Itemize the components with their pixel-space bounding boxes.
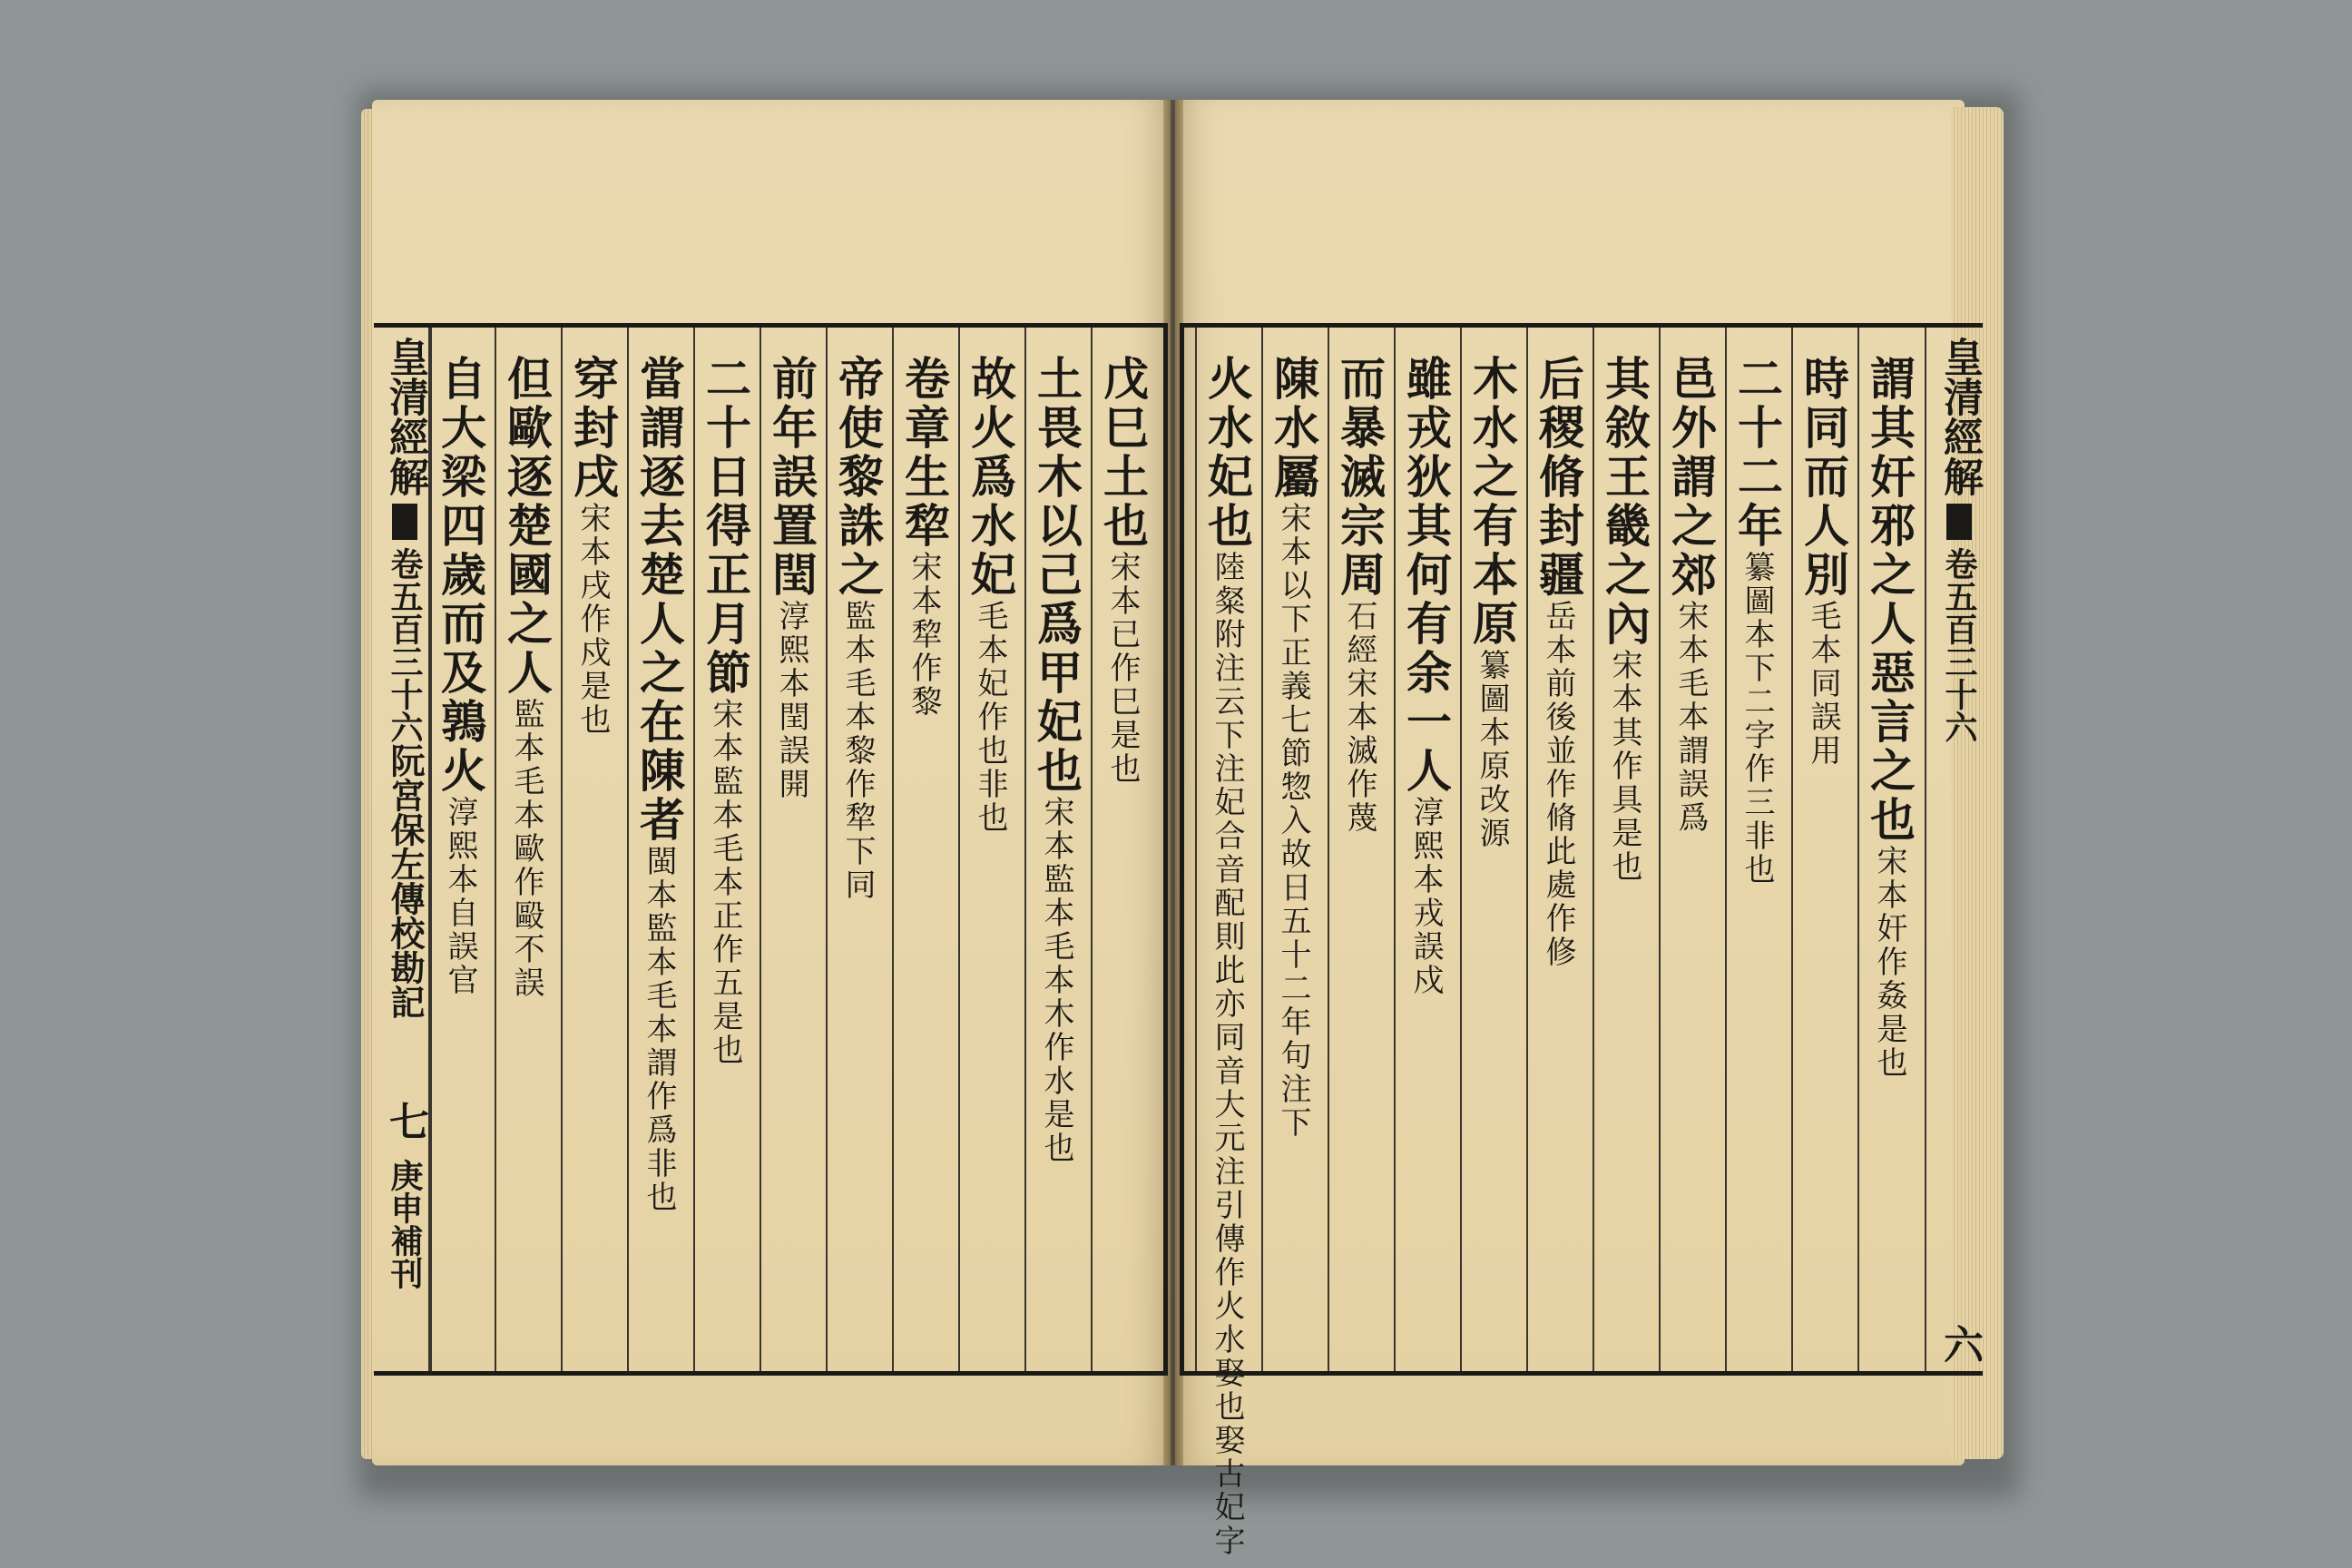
left-text-column (1030, 328, 1083, 1371)
left-main-text: 戊巳土也 (1096, 355, 1150, 551)
right-text-column (1664, 328, 1718, 1371)
column-rule (627, 328, 629, 1371)
left-collation-note: 宋本戌作戍是也 (574, 502, 611, 737)
right-main-text: 木水之有本原 (1465, 355, 1519, 649)
right-text-column (1465, 328, 1519, 1371)
left-margin-subtitle: 阮宮保左傳校勘記 (385, 743, 426, 1019)
left-text-column (699, 328, 752, 1371)
left-margin-reprint: 庚申補刊 (386, 1159, 424, 1289)
left-collation-note: 監本毛本黎作犂下同 (839, 600, 876, 902)
column-rule (1261, 328, 1263, 1371)
left-collation-note: 毛本妃作也非也 (972, 600, 1008, 835)
column-rule (958, 328, 960, 1371)
right-text-column (1200, 328, 1254, 1558)
column-rule (1791, 328, 1793, 1371)
right-collation-note: 纂圖本原改源 (1474, 649, 1510, 850)
left-collation-note: 監本毛本歐作毆不誤 (508, 698, 544, 1000)
right-collation-note: 宋本以下正義七節惣入故日五十二年句注下 (1275, 502, 1311, 1140)
left-margin-title: 皇清經解 (382, 337, 428, 496)
right-main-text: 謂其奸邪之人惡言之也 (1863, 355, 1916, 845)
left-margin-folio: 七 (382, 1101, 428, 1141)
left-text-frame (374, 323, 1168, 1376)
fishtail-mark (392, 504, 417, 540)
left-main-text: 卷章生犂 (897, 355, 951, 551)
left-text-column (434, 328, 487, 1371)
left-main-text: 帝使黎誅之 (831, 355, 885, 600)
right-main-text: 時同而人別 (1797, 355, 1850, 600)
left-collation-note: 淳熙本自誤官 (442, 796, 478, 997)
right-collation-note: 宋本奸作姦是也 (1871, 845, 1907, 1080)
column-rule (495, 328, 496, 1371)
left-main-text: 故火爲水妃 (964, 355, 1017, 600)
column-rule (1725, 328, 1727, 1371)
column-rule (1328, 328, 1329, 1371)
column-rule (1195, 328, 1197, 1371)
column-rule (1526, 328, 1528, 1371)
left-main-text: 土畏木以己爲甲妃也 (1030, 355, 1083, 796)
left-main-text: 前年誤置閏 (765, 355, 818, 600)
right-collation-note: 宋本毛本謂誤爲 (1672, 600, 1709, 835)
right-collation-note: 纂圖本下二字作三非也 (1739, 551, 1775, 887)
right-text-column (1863, 328, 1916, 1371)
left-main-text: 自大梁四歲而及鶉火 (434, 355, 487, 796)
right-text-column (1532, 328, 1585, 1371)
right-collation-note: 淳熙本戎誤戍 (1407, 796, 1444, 997)
left-text-column (897, 328, 951, 1371)
right-collation-note: 宋本其作具是也 (1606, 649, 1642, 884)
right-text-column (1333, 328, 1387, 1371)
left-main-text: 二十日得正月節 (699, 355, 752, 698)
column-rule (428, 328, 430, 1371)
right-main-text: 邑外謂之郊 (1664, 355, 1718, 600)
left-margin-juan: 卷五百三十六 (386, 547, 424, 743)
left-margin-column (376, 337, 434, 1362)
column-rule (1659, 328, 1661, 1371)
column-rule (826, 328, 828, 1371)
right-margin-title: 皇清經解 (1936, 337, 1983, 496)
column-rule (1091, 328, 1093, 1371)
right-text-column (1797, 328, 1850, 1371)
right-text-column (1598, 328, 1651, 1371)
left-text-column (566, 328, 620, 1371)
left-text-column (765, 328, 818, 1371)
column-rule (892, 328, 894, 1371)
right-text-column (1267, 328, 1320, 1371)
column-rule (561, 328, 563, 1371)
column-rule (760, 328, 761, 1371)
left-collation-note: 宋本監本毛本木作水是也 (1038, 796, 1074, 1165)
right-margin-column (1930, 337, 1988, 1362)
right-main-text: 二十二年 (1730, 355, 1784, 551)
left-collation-note: 淳熙本閏誤開 (773, 600, 809, 801)
right-main-text: 火水妃也 (1200, 355, 1254, 551)
left-text-column (831, 328, 885, 1371)
left-collation-note: 宋本監本毛本正作五是也 (707, 698, 743, 1067)
right-text-column (1399, 328, 1453, 1371)
column-rule (430, 328, 432, 1371)
column-rule (1460, 328, 1462, 1371)
fishtail-mark (1946, 504, 1972, 540)
left-collation-note: 宋本已作巳是也 (1104, 551, 1141, 786)
left-text-column (964, 328, 1017, 1371)
left-collation-note: 宋本犂作黎 (906, 551, 942, 719)
column-rule (1592, 328, 1594, 1371)
right-margin-juan: 卷五百三十六 (1940, 547, 1978, 743)
left-main-text: 當謂逐去楚人之在陳者 (632, 355, 686, 845)
left-text-column (632, 328, 686, 1371)
left-main-text: 穿封戌 (566, 355, 620, 502)
left-text-column (1096, 328, 1150, 1371)
right-main-text: 而暴滅宗周 (1333, 355, 1387, 600)
right-main-text: 陳水屬 (1267, 355, 1320, 502)
right-collation-note: 毛本同誤用 (1805, 600, 1841, 768)
left-main-text: 但歐逐楚國之人 (500, 355, 554, 698)
column-rule (1857, 328, 1859, 1371)
left-collation-note: 閩本監本毛本謂作爲非也 (641, 845, 677, 1214)
right-collation-note: 石經宋本滅作蔑 (1341, 600, 1377, 835)
column-rule (1394, 328, 1396, 1371)
right-main-text: 后稷脩封疆 (1532, 355, 1585, 600)
right-main-text: 其敘王畿之內 (1598, 355, 1651, 649)
right-text-frame (1180, 323, 1983, 1558)
left-text-column (500, 328, 554, 1371)
right-collation-note: 陸粲附注云下注妃合音配則此亦同音大元注引傳作火水娶也娶古妃字 (1209, 551, 1245, 1558)
right-margin-folio: 六 (1936, 1324, 1983, 1364)
column-rule (1925, 328, 1926, 1371)
column-rule (1024, 328, 1026, 1371)
column-rule (693, 328, 695, 1371)
right-collation-note: 岳本前後並作脩此處作修 (1540, 600, 1576, 969)
right-main-text: 雖戎狄其何有余一人 (1399, 355, 1453, 796)
right-text-column (1730, 328, 1784, 1371)
